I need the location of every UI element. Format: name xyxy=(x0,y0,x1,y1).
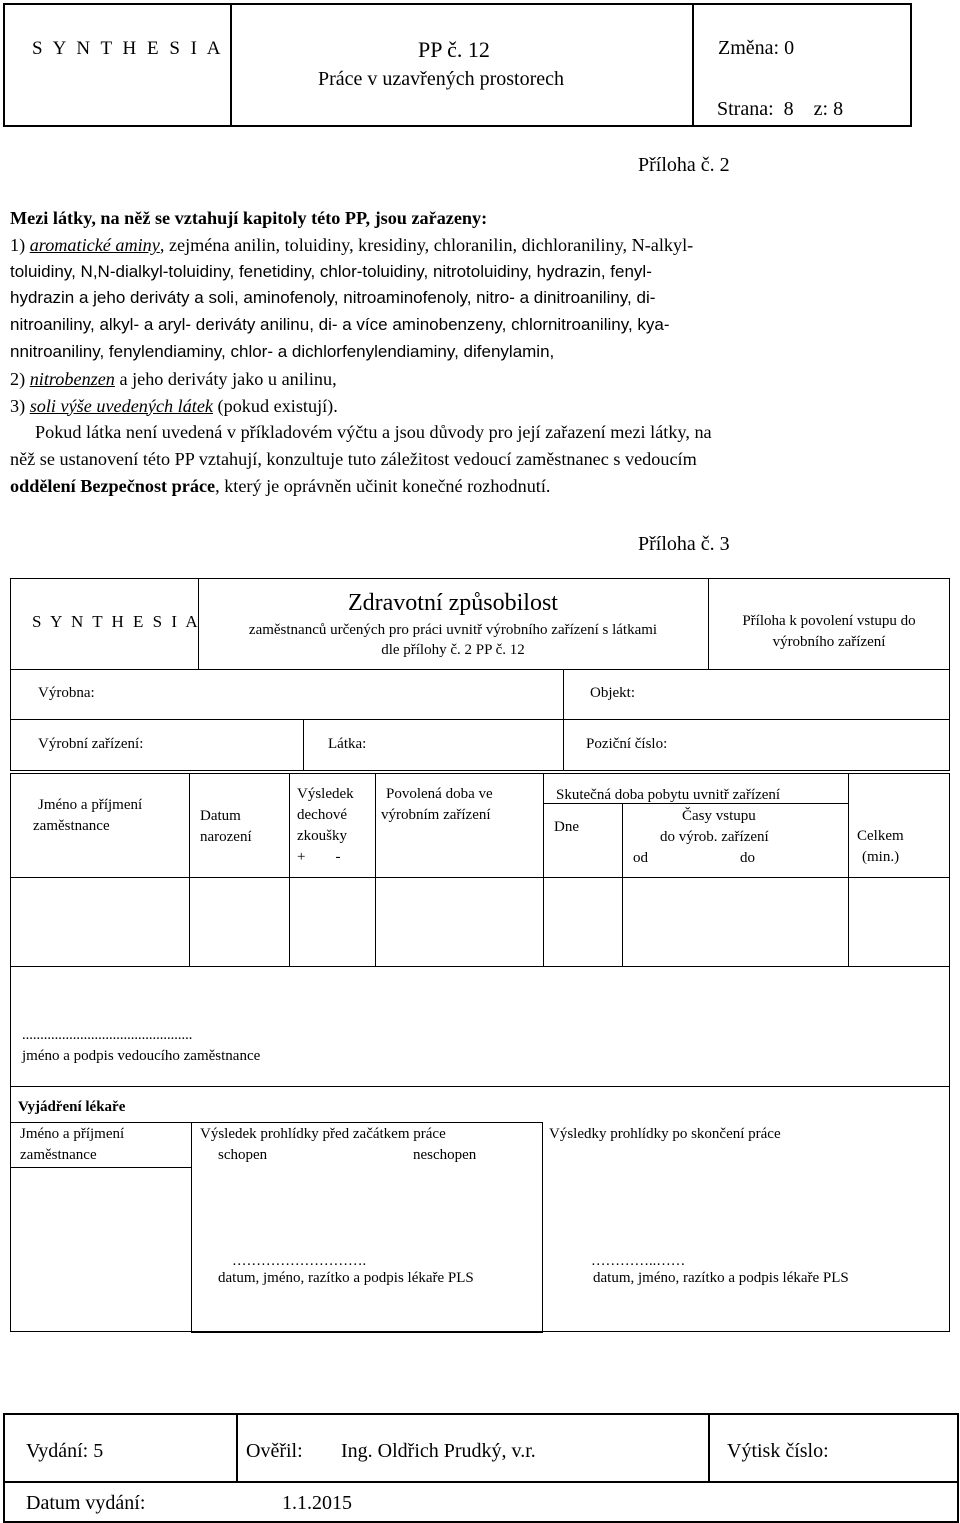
item-1-line-5: nnitroaniliny, fenylendiaminy, chlor- a dichlorfenylendiaminy, difenylamin, xyxy=(10,341,555,361)
col-divider-3 xyxy=(375,773,376,967)
doctor-employee-name-2: zaměstnance xyxy=(20,1147,97,1163)
doctor-signature-dots-2: …………..…… xyxy=(591,1253,686,1269)
position-number-label: Poziční číslo: xyxy=(586,736,668,752)
col-header-test-1: Výsledek xyxy=(297,786,354,802)
company-name: S Y N T H E S I A xyxy=(32,38,224,59)
issue-date: 1.1.2015 xyxy=(282,1492,352,1514)
document-footer xyxy=(3,1413,959,1523)
col-header-actual: Skutečná doba pobytu uvnitř zařízení xyxy=(556,787,781,803)
col-header-allowed-1: Povolená doba ve xyxy=(386,786,493,802)
col-header-total-1: Celkem xyxy=(857,828,904,844)
item-2 xyxy=(10,366,950,393)
col-header-test-3: zkoušky xyxy=(297,828,347,844)
item-number: 2) xyxy=(10,368,30,389)
annex-2-heading: Mezi látky, na něž se vztahují kapitoly této PP, jsou zařazeny: xyxy=(10,208,488,228)
doctor-statement-heading: Vyjádření lékaře xyxy=(18,1099,126,1115)
substance-field-label: Látka: xyxy=(328,736,367,752)
unfit-option: neschopen xyxy=(413,1147,477,1163)
form-subtitle-line-2: dle přílohy č. 2 PP č. 12 xyxy=(381,642,525,658)
equipment-field-label: Výrobní zařízení: xyxy=(38,736,144,752)
document-number: PP č. 12 xyxy=(418,37,490,62)
annex-2-label: Příloha č. 2 xyxy=(638,154,730,176)
checked-by-name: Ing. Oldřich Prudký, v.r. xyxy=(341,1440,536,1462)
department-name: oddělení Bezpečnost práce xyxy=(10,475,216,496)
footer-divider-2 xyxy=(708,1413,710,1481)
col-header-birth-2: narození xyxy=(200,829,252,845)
document-title: Práce v uzavřených prostorech xyxy=(318,68,564,90)
col-header-from: od xyxy=(633,850,648,866)
col-header-birth-1: Datum xyxy=(200,808,241,824)
supervisor-signature-dots: ............................................... xyxy=(22,1027,193,1043)
footer-row-divider xyxy=(3,1481,959,1483)
doctor-signature-dots-1: ………………………. xyxy=(232,1253,367,1269)
equipment-row xyxy=(10,719,950,771)
exam-before-label: Výsledek prohlídky před začátkem práce xyxy=(200,1126,446,1142)
col-header-total-2: (min.) xyxy=(862,849,900,865)
checked-by-label: Ověřil: xyxy=(246,1440,303,1462)
col-divider-6 xyxy=(848,773,849,967)
salts-term: soli výše uvedených látek xyxy=(29,395,213,416)
col-header-to: do xyxy=(740,850,755,866)
paragraph-line-1: Pokud látka není uvedená v příkladovém výčtu a jsou důvody pro její zařazení mezi látky, na xyxy=(35,422,712,443)
change-number: Změna: 0 xyxy=(718,37,795,59)
item-number: 3) xyxy=(10,395,30,416)
form-purpose-line-2: výrobního zařízení xyxy=(772,634,886,650)
col-header-times-2: do výrob. zařízení xyxy=(660,829,769,845)
item-1-line-2: toluidiny, N,N-dialkyl-toluidiny, fenetidiny, chlor-toluidiny, nitrotoluidiny, hydrazin, fenyl- xyxy=(10,261,652,281)
item-1-line-1 xyxy=(10,232,950,259)
annex-3-label: Příloha č. 3 xyxy=(638,533,730,555)
footer-divider-1 xyxy=(236,1413,238,1481)
item-1-line-4: nitroaniliny, alkyl- a aryl- deriváty anilinu, di- a více aminobenzeny, chlornitroaniliny, kya- xyxy=(10,315,670,335)
doctor-signature-label-2: datum, jméno, razítko a podpis lékaře PLS xyxy=(593,1270,849,1286)
annex-2-body xyxy=(10,205,950,500)
col-header-test-4: + - xyxy=(297,849,341,865)
paragraph-line-3 xyxy=(10,473,950,500)
paragraph-line-2: něž se ustanovení této PP vztahují, konzultuje tuto záležitost vedoucí zaměstnanec s vedoucím xyxy=(10,449,697,470)
item-text: a jeho deriváty jako u anilinu, xyxy=(114,368,337,389)
equipment-row-divider-1 xyxy=(303,719,304,771)
doctor-employee-name-1: Jméno a příjmení xyxy=(20,1126,125,1142)
nitrobenzene-term: nitrobenzen xyxy=(29,368,115,389)
col-header-times-1: Časy vstupu xyxy=(682,808,756,824)
form-subtitle-line-1: zaměstnanců určených pro práci uvnitř výrobního zařízení s látkami xyxy=(248,622,658,638)
col-divider-5 xyxy=(622,803,623,967)
item-text: (pokud existují). xyxy=(213,395,338,416)
aromatic-amines-term: aromatické aminy xyxy=(29,234,160,255)
col-header-day: Dne xyxy=(554,819,579,835)
col-divider-2 xyxy=(289,773,290,967)
building-field-label: Objekt: xyxy=(590,685,635,701)
paragraph-text: , který je oprávněn učinit konečné rozhodnutí. xyxy=(215,475,551,496)
plant-row-divider xyxy=(563,669,564,720)
plant-row xyxy=(10,669,950,720)
equipment-row-divider-2 xyxy=(563,719,564,771)
form-company-name: S Y N T H E S I A xyxy=(32,612,201,631)
exam-after-label: Výsledky prohlídky po skončení práce xyxy=(549,1126,781,1142)
item-1-line-3: hydrazin a jeho deriváty a soli, aminofenoly, nitroaminofenoly, nitro- a dinitroaniliny, di- xyxy=(10,288,656,308)
item-3 xyxy=(10,393,950,420)
issue-date-label: Datum vydání: xyxy=(26,1492,146,1514)
fit-option: schopen xyxy=(218,1147,268,1163)
plant-field-label: Výrobna: xyxy=(38,685,95,701)
header-divider-1 xyxy=(230,3,232,127)
form-title: Zdravotní způsobilost xyxy=(348,590,558,616)
col-header-name-2: zaměstnance xyxy=(33,818,110,834)
table-header-bottom xyxy=(10,877,950,878)
form-purpose-line-1: Příloha k povolení vstupu do xyxy=(742,613,916,629)
copy-number-label: Výtisk číslo: xyxy=(727,1440,829,1462)
col-divider-1 xyxy=(189,773,190,967)
header-divider-2 xyxy=(692,3,694,127)
col-header-allowed-2: výrobním zařízení xyxy=(381,807,491,823)
issue-number: Vydání: 5 xyxy=(26,1440,104,1462)
col-header-test-2: dechové xyxy=(297,807,347,823)
item-text: , zejména anilin, toluidiny, kresidiny, chloranilin, dichloraniliny, N-alkyl- xyxy=(159,234,694,255)
page-number: Strana: 8 z: 8 xyxy=(717,98,844,120)
doctor-signature-label-1: datum, jméno, razítko a podpis lékaře PLS xyxy=(218,1270,474,1286)
item-number: 1) xyxy=(10,234,30,255)
col-header-name-1: Jméno a příjmení xyxy=(38,797,143,813)
supervisor-signature-label: jméno a podpis vedoucího zaměstnance xyxy=(22,1048,261,1064)
